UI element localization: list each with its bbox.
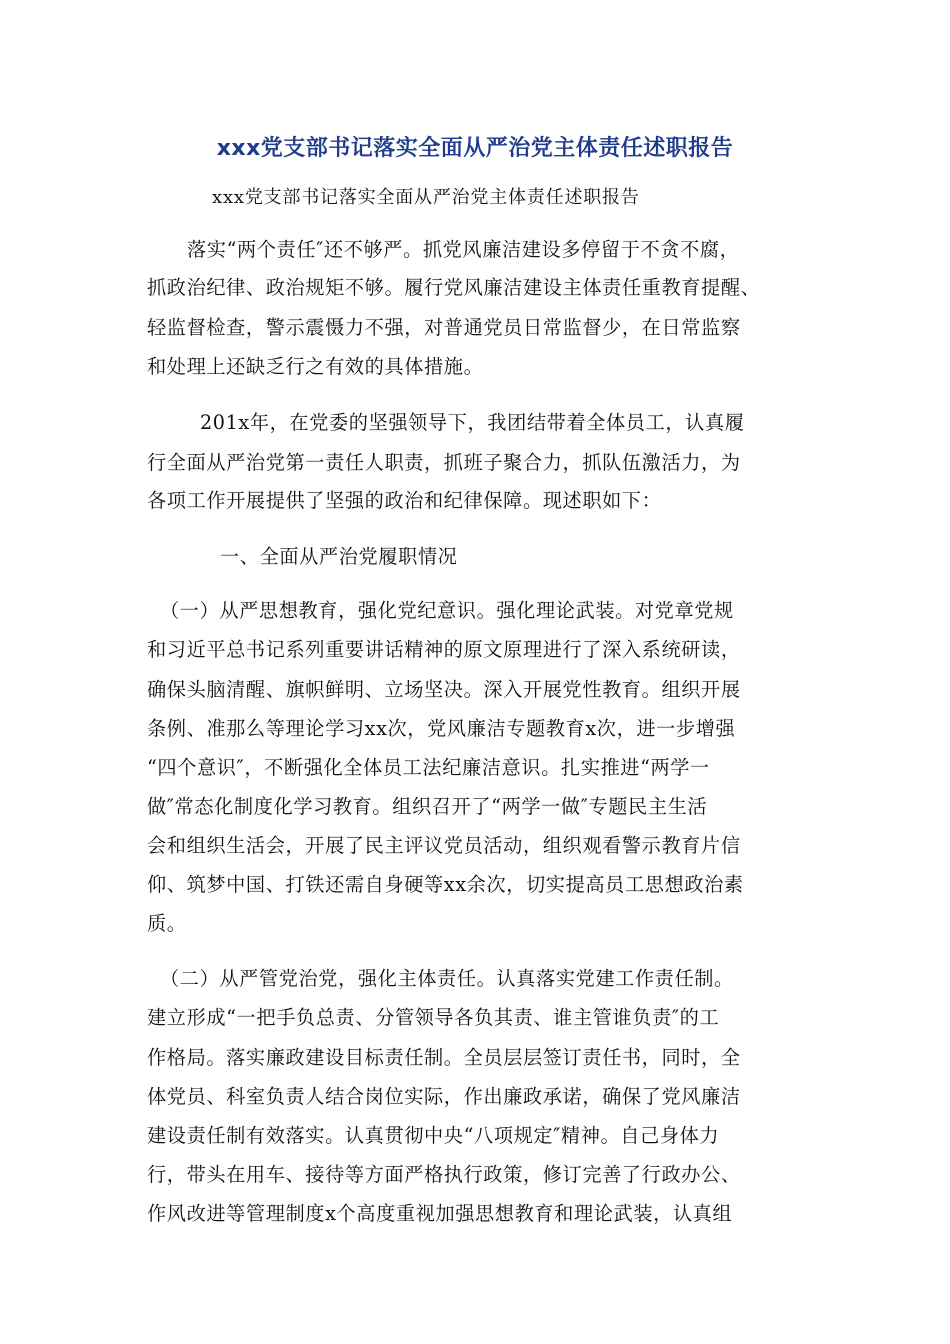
paragraph-line: “四个意识″，不断强化全体员工法纪廉洁意识。扎实推进“两学一	[147, 756, 710, 779]
paragraph-line: 作格局。落实廉政建设目标责任制。全员层层签订责任书，同时，全	[147, 1046, 741, 1069]
paragraph-line: 行全面从严治党第一责任人职责，抓班子聚合力，抓队伍激活力，为	[147, 451, 741, 474]
paragraph-line: 会和组织生活会，开展了民主评议党员活动，组织观看警示教育片信	[147, 834, 741, 857]
paragraph-line: 质。	[147, 912, 187, 935]
paragraph-line: 仰、筑梦中国、打铁还需自身硬等xx余次，切实提高员工思想政治素	[147, 873, 744, 896]
paragraph-line: 做″常态化制度化学习教育。组织召开了“两学一做″专题民主生活	[147, 795, 708, 818]
paragraph-line: 落实“两个责任″还不够严。抓党风廉洁建设多停留于不贪不腐，	[187, 238, 740, 261]
paragraph-line: 确保头脑清醒、旗帜鲜明、立场坚决。深入开展党性教育。组织开展	[147, 678, 741, 701]
paragraph-line: （一）从严思想教育，强化党纪意识。强化理论武装。对党章党规	[160, 599, 734, 622]
paragraph-line: 201x年，在党委的坚强领导下，我团结带着全体员工，认真履	[200, 411, 745, 434]
document-subtitle: xxx党支部书记落实全面从严治党主体责任述职报告	[212, 187, 640, 208]
paragraph-line: 体党员、科室负责人结合岗位实际，作出廉政承诺，确保了党风廉洁	[147, 1085, 741, 1108]
section-heading-text: 一、全面从严治党履职情况	[220, 545, 458, 568]
paragraph-line: （二）从严管党治党，强化主体责任。认真落实党建工作责任制。	[160, 967, 734, 990]
paragraph-line: 建立形成“一把手负总责、分管领导各负其责、谁主管谁负责″的工	[147, 1006, 720, 1029]
paragraph-line: 轻监督检查，警示震慑力不强，对普通党员日常监督少，在日常监察	[147, 316, 741, 339]
paragraph-line: 建设责任制有效落实。认真贯彻中央“八项规定″精神。自己身体力	[147, 1124, 720, 1147]
paragraph-line: 和处理上还缺乏行之有效的具体措施。	[147, 355, 484, 378]
paragraph-line: 和习近平总书记系列重要讲话精神的原文原理进行了深入系统研读，	[147, 638, 741, 661]
paragraph-line: 作风改进等管理制度x个高度重视加强思想教育和理论武装，认真组	[147, 1202, 733, 1225]
document-title: xxx党支部书记落实全面从严治党主体责任述职报告	[216, 136, 734, 161]
paragraph-line: 抓政治纪律、政治规矩不够。履行党风廉洁建设主体责任重教育提醒、	[147, 276, 761, 299]
paragraph-line: 行，带头在用车、接待等方面严格执行政策，修订完善了行政办公、	[147, 1163, 741, 1186]
paragraph-line: 各项工作开展提供了坚强的政治和纪律保障。现述职如下：	[147, 489, 662, 512]
paragraph-line: 条例、准那么等理论学习xx次，党风廉洁专题教育x次，进一步增强	[147, 717, 736, 740]
